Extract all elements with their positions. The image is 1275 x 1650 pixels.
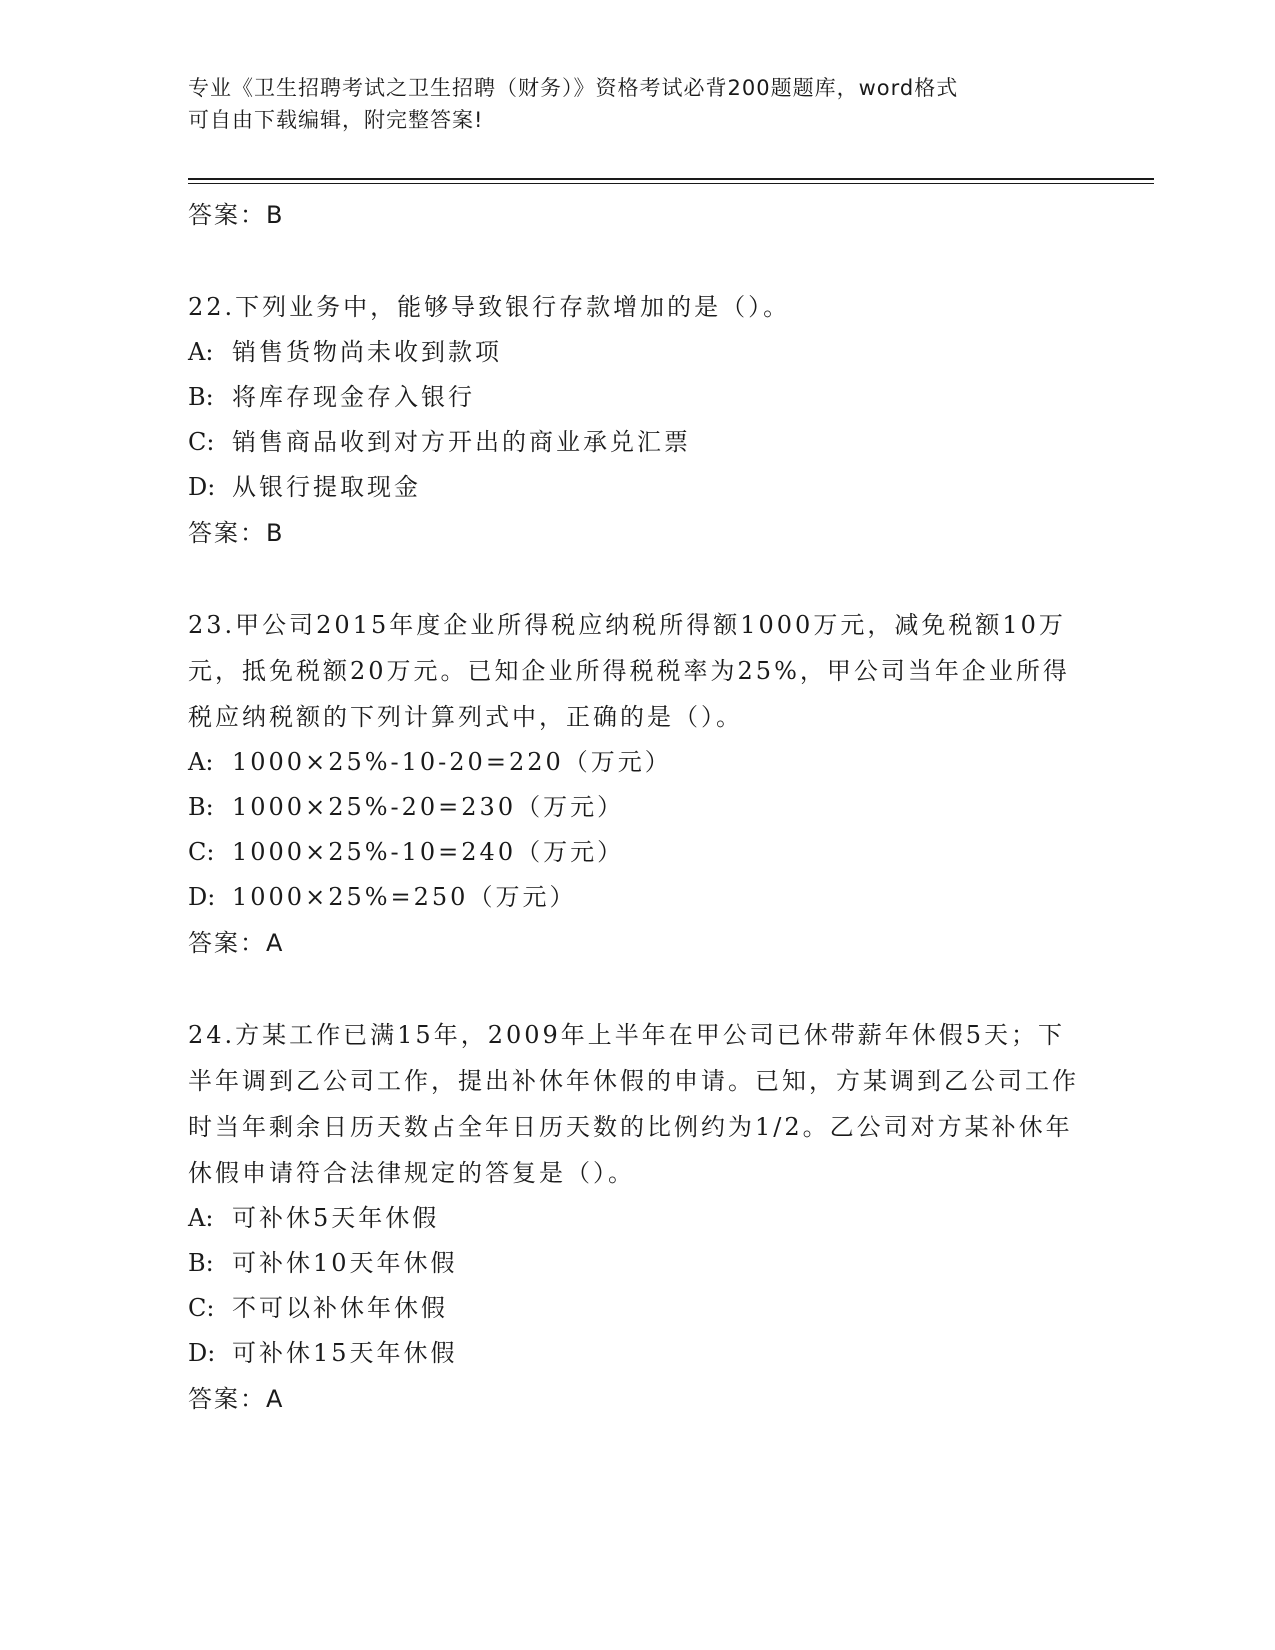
header-line-1: 专业《卫生招聘考试之卫生招聘（财务）》资格考试必背200题题库，word格式 — [188, 76, 959, 100]
option-label: C: — [188, 428, 215, 456]
option-text: 1000×25%-10=240（万元） — [232, 838, 625, 866]
option-text: 从银行提取现金 — [232, 473, 421, 501]
question-stem: 22.下列业务中，能够导致银行存款增加的是（）。 — [188, 293, 791, 321]
header-divider-thick — [188, 178, 1154, 180]
option-b — [188, 375, 1088, 420]
option-b — [188, 1241, 1088, 1286]
option-a — [188, 740, 1088, 785]
question-list — [188, 192, 1088, 1422]
answer: 答案：A — [188, 929, 285, 957]
option-c — [188, 830, 1088, 875]
option-text: 销售商品收到对方开出的商业承兑汇票 — [232, 428, 691, 456]
option-label: B: — [188, 793, 214, 821]
answer: 答案：B — [188, 519, 285, 547]
option-label: A: — [188, 1204, 214, 1232]
question-22 — [188, 284, 1088, 556]
option-label: A: — [188, 338, 214, 366]
option-label: D: — [188, 473, 216, 501]
option-text: 可补休15天年休假 — [232, 1339, 458, 1367]
option-label: D: — [188, 1339, 216, 1367]
header-line-2: 可自由下载编辑，附完整答案! — [188, 108, 484, 132]
header-divider-thin — [188, 183, 1154, 184]
option-text: 1000×25%-20=230（万元） — [232, 793, 625, 821]
option-text: 1000×25%=250（万元） — [232, 883, 577, 911]
option-c — [188, 420, 1088, 465]
option-a — [188, 1196, 1088, 1241]
option-text: 可补休5天年休假 — [232, 1204, 440, 1232]
option-a — [188, 330, 1088, 375]
option-text: 销售货物尚未收到款项 — [232, 338, 502, 366]
option-c — [188, 1286, 1088, 1331]
option-d — [188, 465, 1088, 510]
document-header — [188, 72, 1068, 136]
option-label: A: — [188, 748, 214, 776]
question-stem: 23.甲公司2015年度企业所得税应纳税所得额1000万元，减免税额10万元，抵免税额20万元。已知企业所得税税率为25%，甲公司当年企业所得税应纳税额的下列计算列式中，正确的是（）。 — [188, 611, 1070, 731]
option-label: B: — [188, 1249, 214, 1277]
option-label: C: — [188, 1294, 215, 1322]
question-24 — [188, 1012, 1088, 1422]
option-d — [188, 1331, 1088, 1376]
question-stem: 24.方某工作已满15年，2009年上半年在甲公司已休带薪年休假5天；下半年调到乙公司工作，提出补休年休假的申请。已知，方某调到乙公司工作时当年剩余日历天数占全年日历天数的比例约为1/2。乙公司对方某补休年休假申请符合法律规定的答复是（）。 — [188, 1021, 1079, 1187]
option-label: B: — [188, 383, 214, 411]
option-text: 可补休10天年休假 — [232, 1249, 458, 1277]
option-text: 1000×25%-10-20=220（万元） — [232, 748, 672, 776]
option-d — [188, 875, 1088, 920]
option-text: 将库存现金存入银行 — [232, 383, 475, 411]
question-23 — [188, 602, 1088, 966]
option-b — [188, 785, 1088, 830]
answer: 答案：A — [188, 1385, 285, 1413]
option-text: 不可以补休年休假 — [232, 1294, 448, 1322]
previous-answer: 答案：B — [188, 201, 285, 229]
option-label: C: — [188, 838, 215, 866]
option-label: D: — [188, 883, 216, 911]
